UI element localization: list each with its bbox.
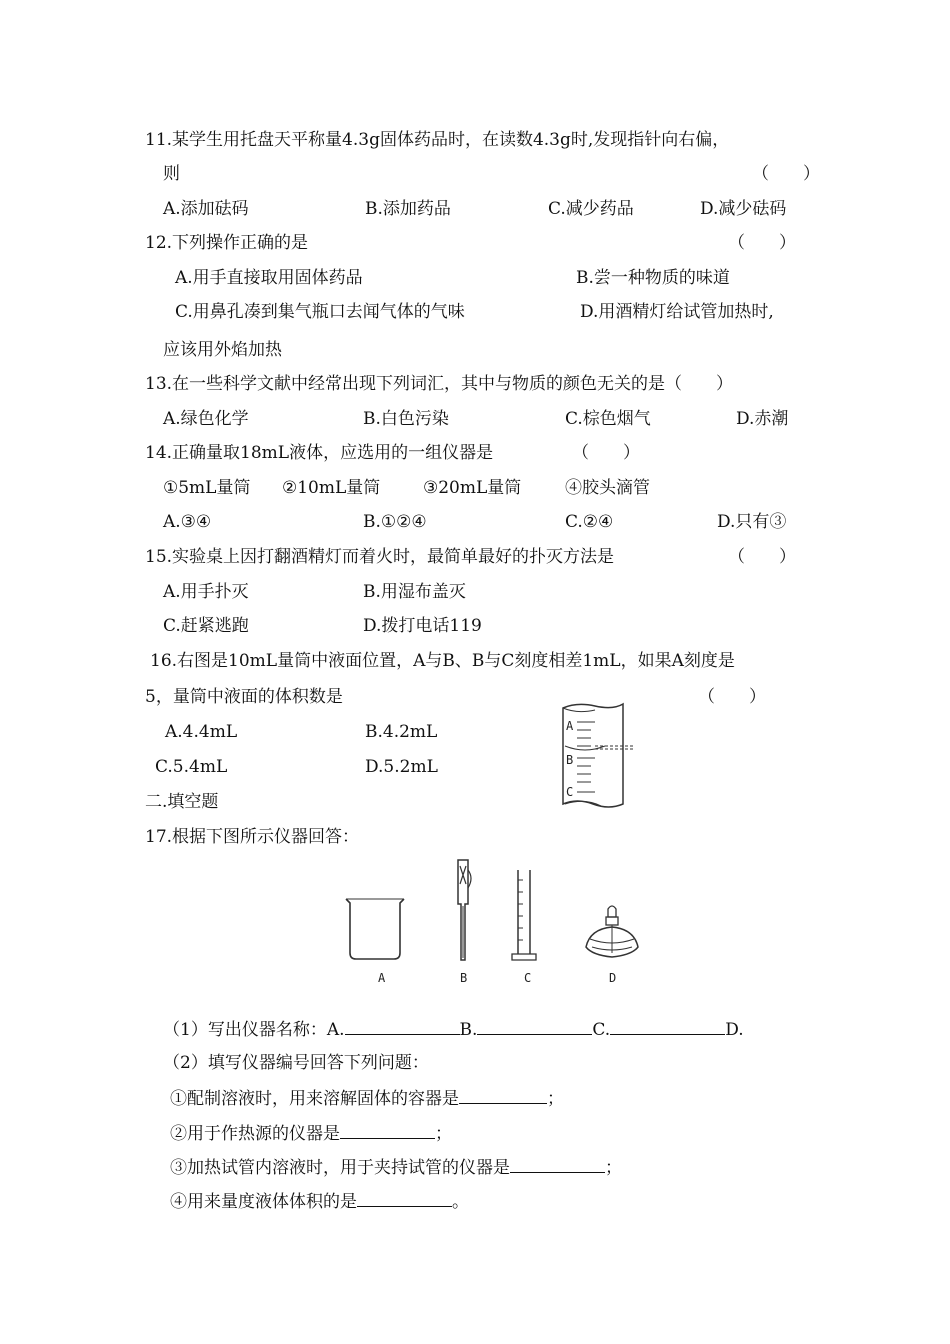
q16-stem: 16.右图是10mL量筒中液面位置，A与B、B与C刻度相差1mL，如果A刻度是 [150,651,735,671]
cylinder-mark-b: B [566,753,574,767]
blank-a-name[interactable] [345,1017,460,1035]
q17-sub4-row [170,1189,469,1214]
q14-item-4: ④胶头滴管 [565,478,650,498]
q15-option-c: C.赶紧逃跑 [163,616,249,636]
apparatus-label-b: B [460,971,468,985]
q17-sub2-end: ； [435,1124,452,1144]
q12-option-b: B.尝一种物质的味道 [576,268,730,288]
q17-sub3-row [170,1155,622,1180]
blank-c-name[interactable] [610,1017,725,1035]
measuring-cylinder-figure [508,866,540,964]
q11-option-d: D.减少砝码 [700,199,787,219]
q13-option-d: D.赤潮 [736,409,789,429]
test-tube-holder-figure [448,856,478,966]
q11-answer-paren: （ ） [752,164,820,184]
q17-sub3-end: ； [605,1158,622,1178]
q16-option-a: A.4.4mL [165,722,238,742]
q17-sub1-end: ； [547,1089,564,1109]
q13-option-b: B.白色污染 [363,409,449,429]
q15-stem: 15.实验桌上因打翻酒精灯而着火时，最简单最好的扑灭方法是 [145,547,615,567]
q17-stem: 17.根据下图所示仪器回答： [145,827,360,847]
q11-stem-cont: 则 [163,164,180,184]
q16-option-c: C.5.4mL [155,757,228,777]
q14-item-1: ①5mL量筒 [163,478,251,498]
q17-sub1-text: ①配制溶液时，用来溶解固体的容器是 [170,1089,459,1109]
q15-option-b: B.用湿布盖灭 [363,582,466,602]
q15-answer-paren: （ ） [728,547,796,567]
q11-option-b: B.添加药品 [365,199,451,219]
q14-answer-paren: （ ） [572,443,640,463]
q17-part1-d: D. [725,1020,744,1040]
beaker-figure [340,893,410,963]
section-title-fill-in: 二.填空题 [145,792,219,812]
q16-stem-cont: 5，量筒中液面的体积数是 [145,687,343,707]
blank-sub2[interactable] [340,1121,435,1139]
apparatus-label-a: A [378,971,386,985]
blank-b-name[interactable] [477,1017,592,1035]
q13-option-c: C.棕色烟气 [565,409,651,429]
blank-sub4[interactable] [357,1189,452,1207]
q12-stem: 12.下列操作正确的是 [145,233,309,253]
cylinder-mark-a: A [566,719,574,733]
q14-option-d: D.只有③ [717,512,787,532]
q15-option-d: D.拨打电话119 [363,616,482,636]
q12-answer-paren: （ ） [728,233,796,253]
q11-stem: 11.某学生用托盘天平称量4.3g固体药品时，在读数4.3g时,发现指针向右偏， [145,130,730,150]
q12-option-c: C.用鼻孔凑到集气瓶口去闻气体的气味 [175,302,465,322]
q12-option-a: A.用手直接取用固体药品 [175,268,363,288]
q16-option-b: B.4.2mL [365,722,438,742]
q17-part1-row [163,1017,744,1042]
q13-option-a: A.绿色化学 [163,409,249,429]
apparatus-label-d: D [609,971,617,985]
q16-option-d: D.5.2mL [365,757,438,777]
q14-option-a: A.③④ [163,512,212,532]
blank-sub3[interactable] [510,1155,605,1173]
q14-option-b: B.①②④ [363,512,427,532]
q17-part1-b: B. [459,1020,478,1040]
q17-part2-title: （2）填写仪器编号回答下列问题： [163,1053,429,1073]
q17-sub1-row [170,1086,564,1111]
q17-sub2-row [170,1121,452,1146]
q11-option-a: A.添加砝码 [163,199,249,219]
blank-sub1[interactable] [459,1086,547,1104]
q14-option-c: C.②④ [565,512,614,532]
q12-option-d: D.用酒精灯给试管加热时, [580,302,774,322]
q17-sub4-end: 。 [452,1192,469,1212]
q15-option-a: A.用手扑灭 [163,582,249,602]
q11-option-c: C.减少药品 [548,199,634,219]
q16-answer-paren: （ ） [698,687,766,707]
q14-stem: 14.正确量取18mL液体，应选用的一组仪器是 [145,443,494,463]
q17-part1-c: C. [592,1020,611,1040]
q13-stem: 13.在一些科学文献中经常出现下列词汇，其中与物质的颜色无关的是（ ） [145,374,734,394]
q14-item-2: ②10mL量筒 [282,478,381,498]
q17-sub2-text: ②用于作热源的仪器是 [170,1124,340,1144]
alcohol-lamp-figure [582,903,642,965]
cylinder-mark-c: C [566,785,574,799]
q14-item-3: ③20mL量筒 [423,478,522,498]
q12-option-d-cont: 应该用外焰加热 [163,340,282,360]
q17-sub3-text: ③加热试管内溶液时，用于夹持试管的仪器是 [170,1158,510,1178]
apparatus-label-c: C [524,971,532,985]
q17-part1-lead: （1）写出仪器名称：A. [163,1020,345,1040]
q17-sub4-text: ④用来量度液体体积的是 [170,1192,357,1212]
